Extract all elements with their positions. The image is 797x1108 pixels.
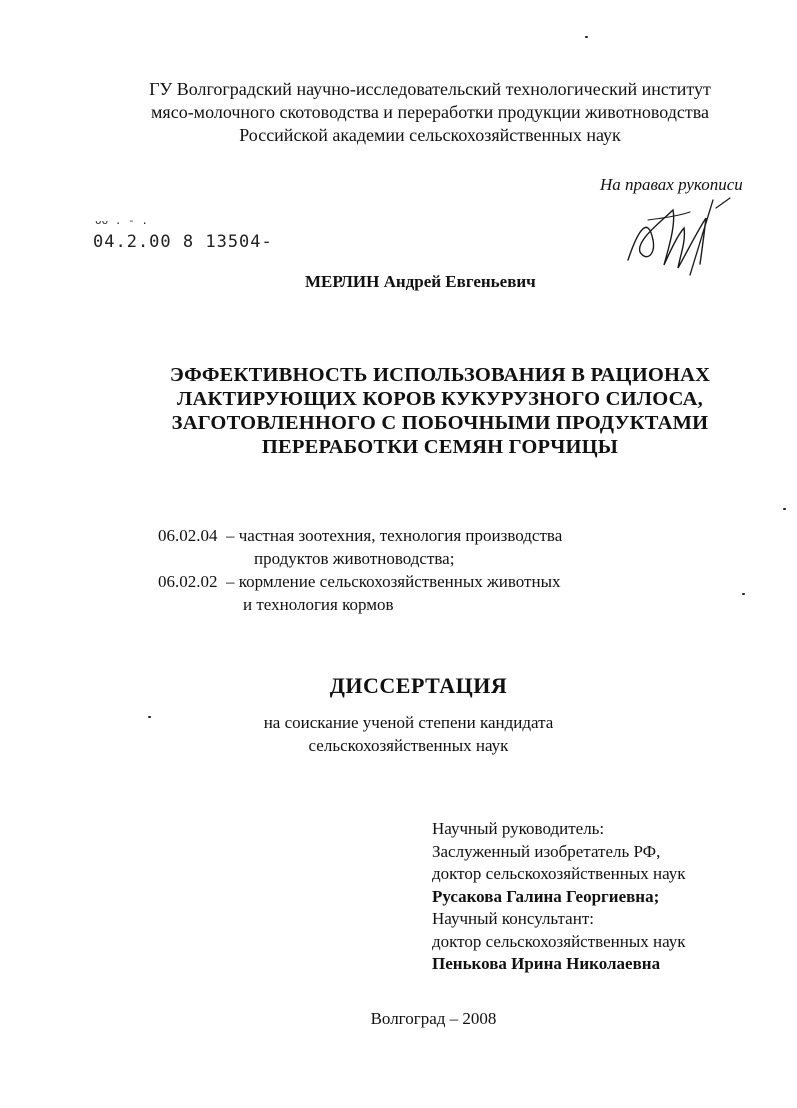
- specialty-description-continued: и технология кормов: [243, 595, 394, 614]
- dissertation-title: [80, 363, 797, 459]
- title-line: ЗАГОТОВЛЕННОГО С ПОБОЧНЫМИ ПРОДУКТАМИ: [171, 412, 709, 434]
- scan-speck: [585, 36, 588, 38]
- specialty-description: – кормление сельскохозяйственных животных: [226, 572, 561, 591]
- institution-line: ГУ Волгоградский научно-исследовательский технологический институт: [149, 79, 711, 99]
- scan-speck: [148, 716, 151, 718]
- manuscript-rights-note: На правах рукописи: [600, 175, 743, 194]
- degree-statement: [0, 711, 797, 757]
- supervisor-degree: доктор сельскохозяйственных наук: [432, 864, 686, 883]
- specialty-code: 06.02.02: [158, 572, 218, 591]
- title-line: ПЕРЕРАБОТКИ СЕМЯН ГОРЧИЦЫ: [261, 436, 619, 458]
- title-line: ЭФФЕКТИВНОСТЬ ИСПОЛЬЗОВАНИЯ В РАЦИОНАХ: [169, 364, 711, 386]
- degree-line: сельскохозяйственных наук: [308, 736, 509, 755]
- place-and-year: Волгоград – 2008: [370, 1009, 497, 1028]
- document-type: ДИССЕРТАЦИЯ: [329, 673, 508, 698]
- specialty-item: [158, 524, 678, 547]
- institution-line: мясо-молочного скотоводства и переработки продукции животноводства: [151, 102, 709, 122]
- supervisor-name: Русакова Галина Георгиевна;: [432, 886, 660, 906]
- specialty-description: – частная зоотехния, технология производства: [226, 526, 563, 545]
- advisors-block: [432, 818, 772, 976]
- supervisor-label: Научный руководитель:: [432, 819, 605, 838]
- specialty-code: 06.02.04: [158, 526, 218, 545]
- signature-image: [618, 190, 738, 280]
- consultant-label: Научный консультант:: [432, 909, 594, 928]
- scan-speck: [783, 508, 786, 510]
- author-name: МЕРЛИН Андрей Евгеньевич: [305, 272, 536, 291]
- catalog-marks: ᴗᴗ . - .: [95, 214, 148, 227]
- consultant-degree: доктор сельскохозяйственных наук: [432, 931, 686, 951]
- scan-speck: [742, 593, 745, 595]
- specialty-description-continued: продуктов животноводства;: [254, 549, 455, 568]
- supervisor-title: Заслуженный изобретатель РФ,: [432, 841, 661, 861]
- institution-line: Российской академии сельскохозяйственных наук: [239, 125, 621, 145]
- catalog-number: 04.2.00 8 13504-: [93, 232, 273, 252]
- title-line: ЛАКТИРУЮЩИХ КОРОВ КУКУРУЗНОГО СИЛОСА,: [177, 388, 703, 410]
- institution-header: [60, 78, 797, 147]
- consultant-name: Пенькова Ирина Николаевна: [432, 954, 661, 973]
- specialty-item: [158, 570, 678, 593]
- specialties-list: [158, 524, 678, 616]
- degree-line: на соискание ученой степени кандидата: [263, 713, 554, 732]
